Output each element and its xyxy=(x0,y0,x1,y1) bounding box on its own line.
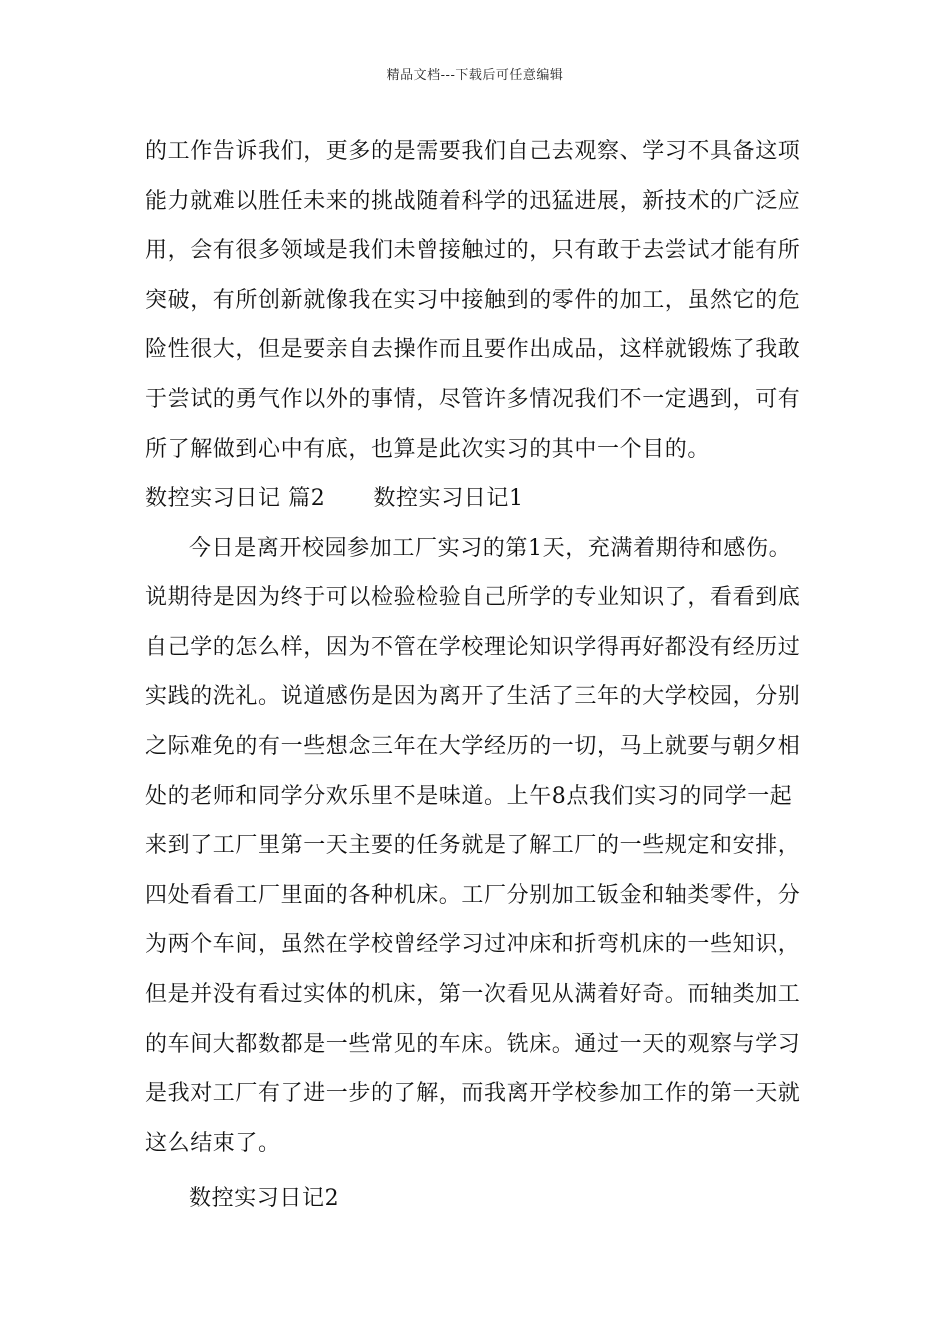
text-line: 之际难免的有一些想念三年在大学经历的一切，马上就要与朝夕相 xyxy=(145,733,801,759)
text-line: 实践的洗礼。说道感伤是因为离开了生活了三年的大学校园，分别 xyxy=(145,684,801,710)
text-line: 自己学的怎么样，因为不管在学校理论知识学得再好都没有经历过 xyxy=(145,634,801,660)
text-line: 但是并没有看过实体的机床，第一次看见从满着好奇。而轴类加工 xyxy=(145,981,801,1007)
text-line: 能力就难以胜任未来的挑战随着科学的迅猛进展，新技术的广泛应 xyxy=(145,188,801,214)
text-line: 的工作告诉我们，更多的是需要我们自己去观察、学习不具备这项 xyxy=(145,139,801,164)
paragraph-continued xyxy=(145,127,813,474)
diary-entry-2 xyxy=(145,1174,813,1224)
text-line: 四处看看工厂里面的各种机床。工厂分别加工钣金和轴类零件，分 xyxy=(145,882,801,908)
text-line: 的车间大都数都是一些常见的车床。铣床。通过一天的观察与学习 xyxy=(145,1031,801,1057)
text-line: 用，会有很多领域是我们未曾接触过的，只有敢于去尝试才能有所 xyxy=(145,238,801,264)
text-line: 这么结束了。 xyxy=(145,1130,281,1156)
text-line: 说期待是因为终于可以检验检验自己所学的专业知识了，看看到底 xyxy=(145,585,801,611)
diary-entry-1 xyxy=(145,474,813,1168)
text-line: 险性很大，但是要亲自去操作而且要作出成品，这样就锻炼了我敢 xyxy=(145,337,801,363)
text-line: 为两个车间，虽然在学校曾经学习过冲床和折弯机床的一些知识， xyxy=(145,932,801,958)
page-header: 精品文档---下载后可任意编辑 xyxy=(386,68,564,83)
section-heading-line xyxy=(145,474,813,524)
entry-title: 数控实习日记2 xyxy=(189,1186,340,1211)
section-heading: 数控实习日记 篇2 xyxy=(145,486,326,511)
entry-title: 数控实习日记1 xyxy=(373,486,524,511)
text-line: 处的老师和同学分欢乐里不是味道。上午8点我们实习的同学一起 xyxy=(145,783,793,809)
text-line: 来到了工厂里第一天主要的任务就是了解工厂的一些规定和安排， xyxy=(145,833,801,859)
text-line: 今日是离开校园参加工厂实习的第1天，充满着期待和感伤。 xyxy=(189,535,792,561)
text-line: 所了解做到心中有底，也算是此次实习的其中一个目的。 xyxy=(145,436,711,462)
text-line: 于尝试的勇气作以外的事情，尽管许多情况我们不一定遇到，可有 xyxy=(145,386,801,412)
text-line: 是我对工厂有了进一步的了解，而我离开学校参加工作的第一天就 xyxy=(145,1081,801,1107)
text-line: 突破，有所创新就像我在实习中接触到的零件的加工，虽然它的危 xyxy=(145,287,801,313)
